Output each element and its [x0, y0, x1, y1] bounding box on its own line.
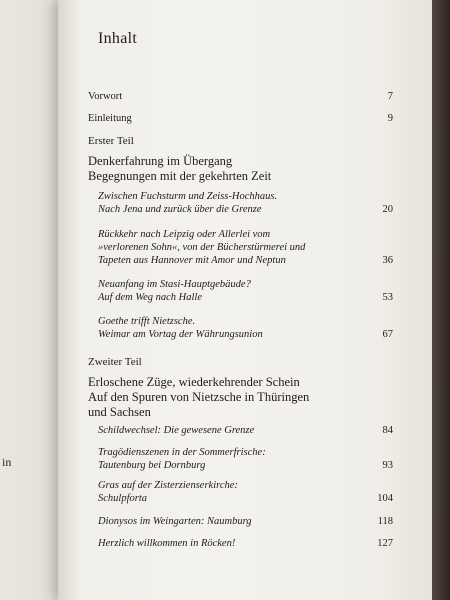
toc-entry-vorwort [88, 90, 393, 103]
toc-entry-line: Zwischen Fuchsturm und Zeiss-Hochhaus. [98, 191, 278, 202]
toc-page-number: 53 [382, 292, 393, 303]
toc-entry-label: Einleitung [88, 113, 132, 124]
part-label: Erster Teil [88, 135, 134, 147]
toc-entry-line: Dionysos im Weingarten: Naumburg [98, 516, 252, 527]
toc-entry [98, 515, 393, 528]
toc-entry-line: Tragödienszenen in der Sommerfrische: [98, 447, 266, 458]
toc-entry-line: Weimar am Vortag der Währungsunion [98, 329, 263, 340]
toc-entry-line: Goethe trifft Nietzsche. [98, 316, 196, 327]
facing-page-text: in [2, 455, 12, 469]
toc-page-number: 104 [377, 493, 393, 504]
toc-entry [98, 278, 393, 304]
toc-entry [98, 446, 393, 472]
part-heading [88, 154, 388, 184]
toc-entry-line: Schulpforta [98, 493, 147, 504]
toc-page-number: 7 [387, 91, 393, 102]
part-label: Zweiter Teil [88, 356, 142, 368]
toc-page-number: 67 [382, 329, 393, 340]
part-heading-line: und Sachsen [88, 405, 151, 419]
part-heading-line: Begegnungen mit der gekehrten Zeit [88, 169, 272, 183]
toc-page-number: 93 [382, 460, 393, 471]
contents-page [58, 0, 432, 600]
toc-page-number: 36 [382, 255, 393, 266]
toc-entry [98, 537, 393, 550]
part-heading [88, 375, 388, 420]
toc-page-number: 20 [382, 204, 393, 215]
part-heading-line: Denkerfahrung im Übergang [88, 154, 233, 168]
toc-entry-line: Neuanfang im Stasi-Hauptgebäude? [98, 279, 251, 290]
part-heading-line: Erloschene Züge, wiederkehrender Schein [88, 375, 300, 389]
toc-entry-line: Nach Jena und zurück über die Grenze [98, 204, 262, 215]
toc-entry [98, 424, 393, 437]
toc-page-number: 9 [387, 113, 393, 124]
toc-page-number: 84 [382, 425, 393, 436]
toc-entry-line: »verlorenen Sohn«, von der Bücherstürmerei und [98, 242, 306, 253]
toc-entry [98, 479, 393, 505]
toc-entry-line: Gras auf der Zisterzienserkirche: [98, 480, 238, 491]
toc-entry-label: Vorwort [88, 91, 123, 102]
toc-entry-line: Schildwechsel: Die gewesene Grenze [98, 425, 255, 436]
toc-entry-line: Tautenburg bei Dornburg [98, 460, 206, 471]
toc-entry-einleitung [88, 112, 393, 125]
toc-page-number: 118 [377, 516, 393, 527]
toc-entry [98, 228, 393, 267]
toc-page-number: 127 [377, 538, 393, 549]
background-right [430, 0, 450, 600]
toc-entry [98, 315, 393, 341]
toc-entry-line: Rückkehr nach Leipzig oder Allerlei vom [98, 229, 271, 240]
part-heading-line: Auf den Spuren von Nietzsche in Thüringen [88, 390, 310, 404]
toc-entry-line: Tapeten aus Hannover mit Amor und Neptun [98, 255, 286, 266]
toc-entry [98, 190, 393, 216]
toc-entry-line: Herzlich willkommen in Röcken! [98, 538, 236, 549]
page-title: Inhalt [98, 30, 138, 47]
toc-entry-line: Auf dem Weg nach Halle [98, 292, 203, 303]
